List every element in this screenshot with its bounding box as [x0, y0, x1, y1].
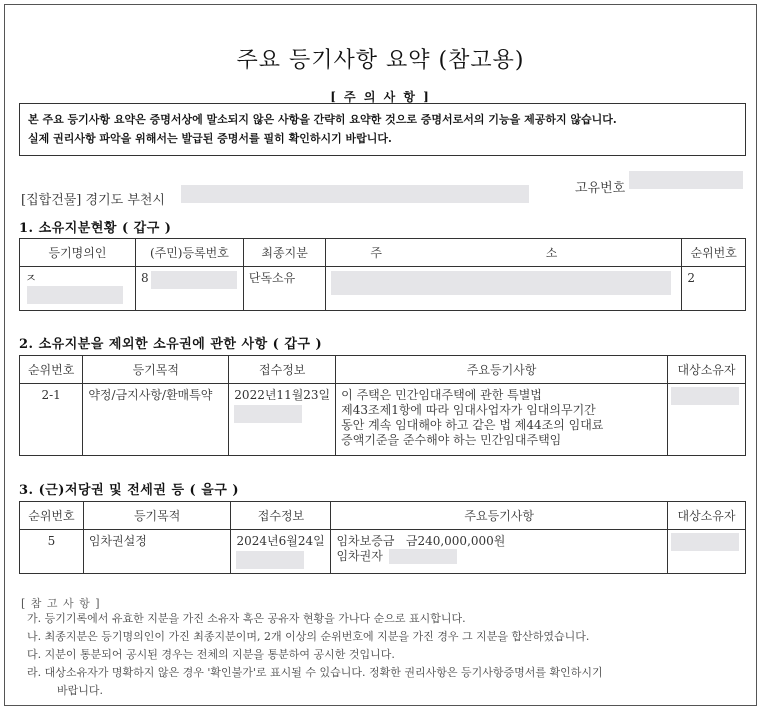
holder-cell: ㅈ — [20, 267, 136, 311]
purpose-cell: 임차권설정 — [83, 530, 231, 574]
holder-redaction — [27, 286, 123, 304]
ownership-items-table — [19, 355, 746, 456]
target-owner-cell — [668, 384, 746, 456]
col-header-holder: 등기명의인 — [20, 239, 136, 267]
col-header-details: 주요등기사항 — [336, 356, 668, 384]
target-owner-redaction — [671, 387, 739, 405]
property-address-redaction — [181, 185, 529, 203]
col-header-final-share: 최종지분 — [243, 239, 326, 267]
detail-line: 동안 계속 임대해야 하고 같은 법 제44조의 임대료 — [341, 418, 604, 432]
reference-item: 가. 등기기록에서 유효한 지분을 가진 소유자 혹은 공유자 현황을 가나다 순으로 표시합니다. — [27, 612, 466, 625]
property-address-label: [집합건물] 경기도 부천시 — [21, 193, 165, 208]
reference-list — [27, 610, 747, 700]
col-header-rank: 순위번호 — [682, 239, 746, 267]
reg-number-cell: 8 — [135, 267, 243, 311]
tenant-redaction — [389, 549, 457, 564]
address-cell — [326, 267, 682, 311]
col-header-rank: 순위번호 — [20, 356, 83, 384]
col-header-details: 주요등기사항 — [331, 502, 668, 530]
table-row — [20, 530, 746, 574]
notice-line-1: 본 주요 등기사항 요약은 증명서상에 말소되지 않은 사항을 간략히 요약한 것으로 증명서로서의 기능을 제공하지 않습니다. — [28, 113, 617, 126]
col-header-rank: 순위번호 — [20, 502, 84, 530]
unique-number-redaction — [629, 171, 743, 189]
detail-line: 증액기준을 준수해야 하는 민간임대주택임 — [341, 433, 562, 447]
rank-cell: 2-1 — [20, 384, 83, 456]
col-header-receipt: 접수정보 — [229, 356, 336, 384]
purpose-cell: 약정/금지사항/환매특약 — [83, 384, 229, 456]
reg-number-redaction — [151, 271, 237, 289]
page-title: 주요 등기사항 요약 (참고용) — [236, 48, 525, 73]
details-cell — [331, 530, 668, 574]
target-owner-redaction — [671, 533, 739, 551]
share-cell: 단독소유 — [243, 267, 326, 311]
col-header-target-owner: 대상소유자 — [667, 502, 745, 530]
detail-line: 제43조제1항에 따라 임대사업자가 임대의무기간 — [341, 403, 596, 417]
target-owner-cell — [667, 530, 745, 574]
col-header-target-owner: 대상소유자 — [668, 356, 746, 384]
reference-item: 라. 대상소유자가 명확하지 않은 경우 '확인불가'로 표시될 수 있습니다. 정확한 권리사항은 등기사항증명서를 확인하시기 — [27, 666, 603, 679]
document-page — [4, 4, 757, 706]
ownership-table — [19, 238, 746, 311]
receipt-redaction — [236, 551, 304, 569]
tenant-line: 임차권자 — [336, 549, 662, 564]
notice-heading: [ 주 의 사 항 ] — [330, 90, 431, 104]
rank-cell: 2 — [682, 267, 746, 311]
col-header-purpose: 등기목적 — [83, 502, 231, 530]
section-3-title: 3. (근)저당권 및 전세권 등 ( 을구 ) — [19, 483, 239, 498]
col-header-reg-number: (주민)등록번호 — [135, 239, 243, 267]
notice-box — [19, 103, 746, 156]
deposit-line: 임차보증금 금240,000,000원 — [336, 534, 506, 548]
rank-cell: 5 — [20, 530, 84, 574]
col-header-receipt: 접수정보 — [231, 502, 331, 530]
reference-item: 나. 최종지분은 등기명의인이 가진 최종지분이며, 2개 이상의 순위번호에 지분을 가진 경우 그 지분을 합산하였습니다. — [27, 630, 590, 643]
reference-item-continuation: 바랍니다. — [57, 684, 104, 697]
receipt-redaction — [234, 405, 302, 423]
detail-line: 이 주택은 민간임대주택에 관한 특별법 — [341, 388, 542, 402]
receipt-cell: 2024년6월24일 — [231, 530, 331, 574]
unique-number-label: 고유번호 — [575, 181, 626, 196]
reference-heading: [ 참 고 사 항 ] — [21, 597, 101, 610]
mortgage-table — [19, 501, 746, 574]
table-row — [20, 267, 746, 311]
table-row — [20, 384, 746, 456]
col-header-purpose: 등기목적 — [83, 356, 229, 384]
section-2-title: 2. 소유지분을 제외한 소유권에 관한 사항 ( 갑구 ) — [19, 337, 323, 352]
col-header-address: 주 소 — [326, 239, 682, 267]
receipt-cell: 2022년11월23일 — [229, 384, 336, 456]
reference-item: 다. 지분이 통분되어 공시된 경우는 전체의 지분을 통분하여 공시한 것입니다. — [27, 648, 395, 661]
details-cell — [336, 384, 668, 456]
notice-line-2: 실제 권리사항 파악을 위해서는 발급된 증명서를 필히 확인하시기 바랍니다. — [28, 132, 392, 145]
address-redaction — [331, 271, 671, 295]
section-1-title: 1. 소유지분현황 ( 갑구 ) — [19, 221, 172, 236]
